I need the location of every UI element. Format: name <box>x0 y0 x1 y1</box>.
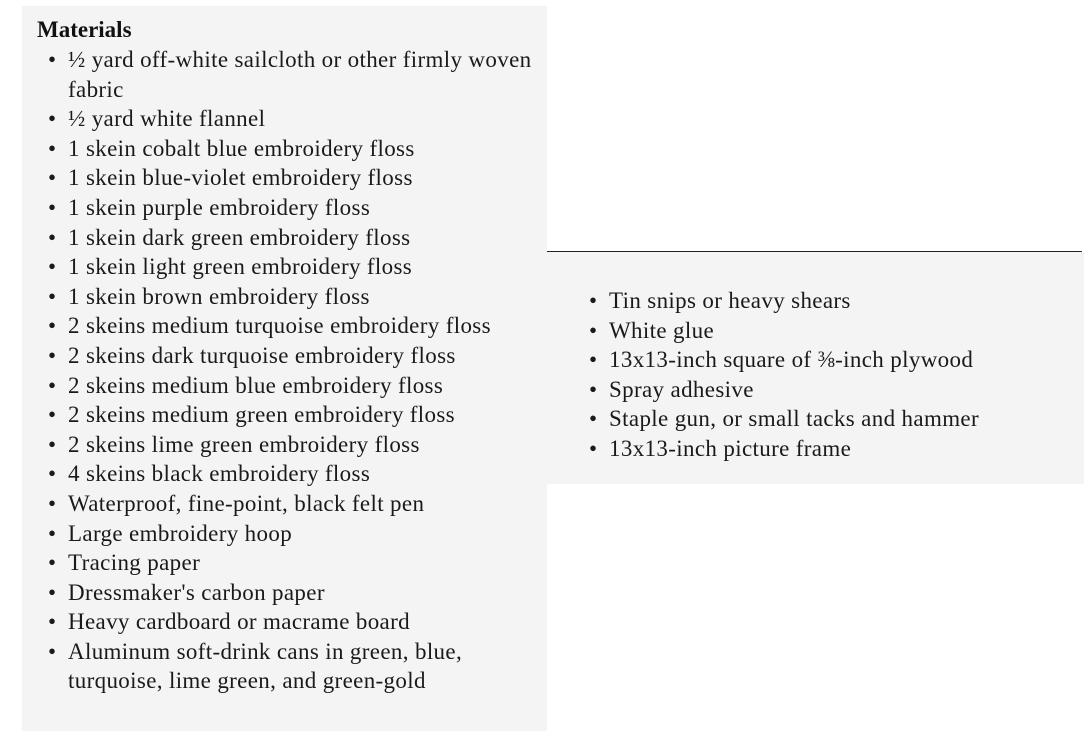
bullet-glyph: • <box>48 402 57 428</box>
bullet-glyph: • <box>48 342 57 368</box>
list-item-text: Dressmaker's carbon paper <box>68 579 325 605</box>
bullet-glyph: • <box>48 490 57 516</box>
list-item <box>48 282 543 312</box>
list-item-text: 1 skein dark green embroidery floss <box>68 224 411 250</box>
bullet-glyph: • <box>48 47 57 72</box>
list-item-text: ½ yard white flannel <box>68 106 266 132</box>
bullet-glyph: • <box>589 376 598 402</box>
list-item-text: 1 skein brown embroidery floss <box>68 283 370 309</box>
bullet-glyph: • <box>48 431 57 457</box>
list-item <box>48 104 543 134</box>
bullet-glyph: • <box>48 313 57 339</box>
list-item <box>48 578 543 608</box>
bullet-glyph: • <box>589 406 598 432</box>
bullet-glyph: • <box>48 224 57 250</box>
list-item <box>589 434 1079 464</box>
list-item-text: 2 skeins lime green embroidery floss <box>68 431 420 457</box>
list-item <box>589 286 1079 316</box>
bullet-glyph: • <box>48 254 57 280</box>
bullet-glyph: • <box>48 520 57 546</box>
list-item-text: White glue <box>609 317 715 343</box>
list-item-text: 1 skein cobalt blue embroidery floss <box>68 135 415 161</box>
list-item-text: Spray adhesive <box>609 376 754 402</box>
materials-list-left <box>48 45 543 696</box>
list-item-text: 13x13-inch square of ⅜-inch plywood <box>609 347 974 373</box>
list-item-text: Waterproof, fine-point, black felt pen <box>68 490 425 516</box>
bullet-glyph: • <box>48 579 57 605</box>
list-item <box>48 252 543 282</box>
list-item <box>589 404 1079 434</box>
list-item <box>48 519 543 549</box>
list-item-text: Large embroidery hoop <box>68 520 293 546</box>
bullet-glyph: • <box>48 106 57 132</box>
list-item-text: 1 skein purple embroidery floss <box>68 194 371 220</box>
bullet-glyph: • <box>48 550 57 576</box>
bullet-glyph: • <box>589 435 598 461</box>
list-item <box>48 311 543 341</box>
list-item-text: 2 skeins dark turquoise embroidery floss <box>68 342 456 368</box>
bullet-glyph: • <box>48 165 57 191</box>
list-item <box>48 400 543 430</box>
materials-list-right <box>589 286 1079 464</box>
list-item <box>48 607 543 637</box>
list-item-text: 2 skeins medium green embroidery floss <box>68 402 455 428</box>
list-item-text: ½ yard off-white sailcloth or other firmly woven fabric <box>68 47 532 102</box>
bullet-glyph: • <box>589 317 598 343</box>
list-item-text: 13x13-inch picture frame <box>609 435 852 461</box>
list-item <box>48 45 543 104</box>
list-item <box>48 341 543 371</box>
list-item <box>48 163 543 193</box>
list-item <box>589 375 1079 405</box>
bullet-glyph: • <box>48 194 57 220</box>
list-item <box>589 345 1079 375</box>
bullet-glyph: • <box>48 283 57 309</box>
bullet-glyph: • <box>48 135 57 161</box>
list-item-text: 4 skeins black embroidery floss <box>68 461 371 487</box>
list-item <box>48 193 543 223</box>
list-item-text: Heavy cardboard or macrame board <box>68 609 410 635</box>
list-item-text: Aluminum soft-drink cans in green, blue, turquoise, lime green, and green-gold <box>68 638 463 694</box>
list-item <box>589 316 1079 346</box>
list-item-text: Tin snips or heavy shears <box>609 288 851 313</box>
list-item-text: 2 skeins medium blue embroidery floss <box>68 372 444 398</box>
bullet-glyph: • <box>48 638 57 664</box>
list-item-text: Tracing paper <box>68 550 201 576</box>
list-item-text: Staple gun, or small tacks and hammer <box>609 406 979 432</box>
list-item <box>48 223 543 253</box>
list-item <box>48 134 543 164</box>
list-item <box>48 637 543 696</box>
list-item-text: 2 skeins medium turquoise embroidery floss <box>68 313 491 339</box>
bullet-glyph: • <box>48 609 57 635</box>
list-item <box>48 548 543 578</box>
bullet-glyph: • <box>589 288 598 313</box>
list-item <box>48 489 543 519</box>
bullet-glyph: • <box>48 372 57 398</box>
list-item <box>48 459 543 489</box>
list-item <box>48 430 543 460</box>
list-item-text: 1 skein light green embroidery floss <box>68 254 413 280</box>
column-divider-rule <box>547 251 1082 252</box>
list-item-text: 1 skein blue-violet embroidery floss <box>68 165 413 191</box>
bullet-glyph: • <box>48 461 57 487</box>
list-item <box>48 371 543 401</box>
bullet-glyph: • <box>589 347 598 373</box>
materials-heading: Materials <box>37 17 132 42</box>
